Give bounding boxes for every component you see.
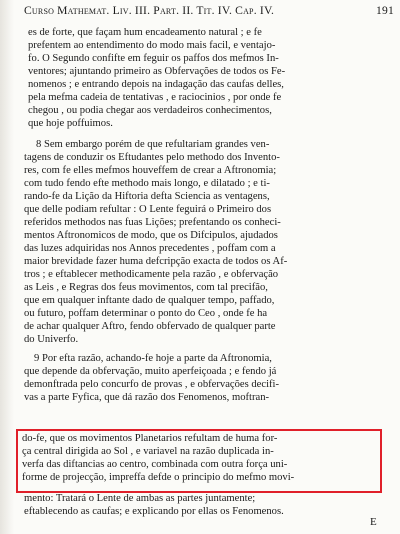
text-line: das luzes adquiridas nos Annos precedentes , poffam com a [24, 243, 276, 254]
text-line: chegou , ou podia chegar aos verdadeiros conhecimentos, [28, 105, 272, 116]
text-line: pela mefma cadeia de tentativas , e raciocinios , por onde fe [28, 92, 282, 103]
text-line: mento: Tratará o Lente de ambas as partes juntamente; [24, 493, 256, 504]
text-line: tagens de conduzir os Eftudantes pelo methodo dos Invento- [24, 152, 280, 163]
highlighted-text-line: ça central dirigida ao Sol , e variavel na razão duplicada in- [22, 446, 274, 457]
text-line: que depende da obfervação, muito aperfeiçoada ; e fendo já [24, 366, 277, 377]
paragraph-9-start: 9 Por efta razão, achando-fe hoje a parte da Aftronomia, [34, 353, 272, 364]
running-head: Curso Mathemat. Liv. III. Part. II. Tit. IV. Cap. IV. [24, 4, 275, 17]
text-line: res, com fe elles mefmos houveffem de crear a Aftronomia; [24, 165, 277, 176]
text-line: eftablecendo as caufas; e explicando por ellas os Fenomenos. [24, 506, 284, 517]
text-line: mentos Aftronomicos de modo, que os Difcipulos, ajudados [24, 230, 278, 241]
page-header [24, 4, 394, 22]
text-line: que em qualquer inftante dado de qualquer tempo, paffado, [24, 295, 275, 306]
text-line: com tudo fendo efte methodo mais longo, e dilatado ; e ti- [24, 178, 270, 189]
page-number: 191 [376, 4, 394, 17]
text-line: rando-fe da Lição da Hiftoria defta Sciencia as ventagens, [24, 191, 270, 202]
highlighted-text-line: verfa das diftancias ao centro, combinada com outra força uni- [22, 459, 288, 470]
highlighted-text-line: forme de projecção, impreffa defde o principio do mefmo movi- [22, 472, 295, 483]
text-line: que delle podiam refultar : O Lente feguirá o Primeiro dos [24, 204, 272, 215]
paragraph-8-start: 8 Sem embargo porém de que refultariam grandes ven- [36, 139, 270, 150]
text-line: vas a parte Fyfica, que dá razão dos Fenomenos, moftran- [24, 392, 270, 403]
highlighted-text-line: do-fe, que os movimentos Planetarios refultam de huma for- [22, 433, 278, 444]
text-line: prefentem ao entendimento do modo mais facil, e ventajo- [28, 40, 276, 51]
text-line: de achar qualquer Aftro, fendo obfervado de qualquer parte [24, 321, 276, 332]
text-line: ou futuro, poffam determinar o ponto do Ceo , onde fe ha [24, 308, 268, 319]
text-line: ventores; ajuntando primeiro as Obfervações de todos os Fe- [28, 66, 286, 77]
text-line: as Leis , e Regras dos feus movimentos, com tal precifão, [24, 282, 268, 293]
text-line: do Univerfo. [24, 334, 79, 345]
text-line: demonftrada pelo concurfo de provas , e obfervações decifi- [24, 379, 280, 390]
catchword: E [370, 516, 377, 528]
text-line: tros ; e eftablecer methodicamente pela razão , e obfervação [24, 269, 279, 280]
text-line: que hoje poffuimos. [28, 118, 113, 129]
text-line: es de forte, que façam hum encadeamento natural ; e fe [28, 27, 262, 38]
binding-shadow [0, 0, 14, 534]
text-line: referidos methodos nas fuas Lições; prefentando os conheci- [24, 217, 281, 228]
text-line: maior brevidade fazer huma defcripção exacta de todos os Af- [24, 256, 288, 267]
text-line: fo. O Segundo confifte em feguir os paffos dos mefmos In- [28, 53, 279, 64]
text-line: nomenos ; e entrando depois na indagação das caufas delles, [28, 79, 284, 90]
